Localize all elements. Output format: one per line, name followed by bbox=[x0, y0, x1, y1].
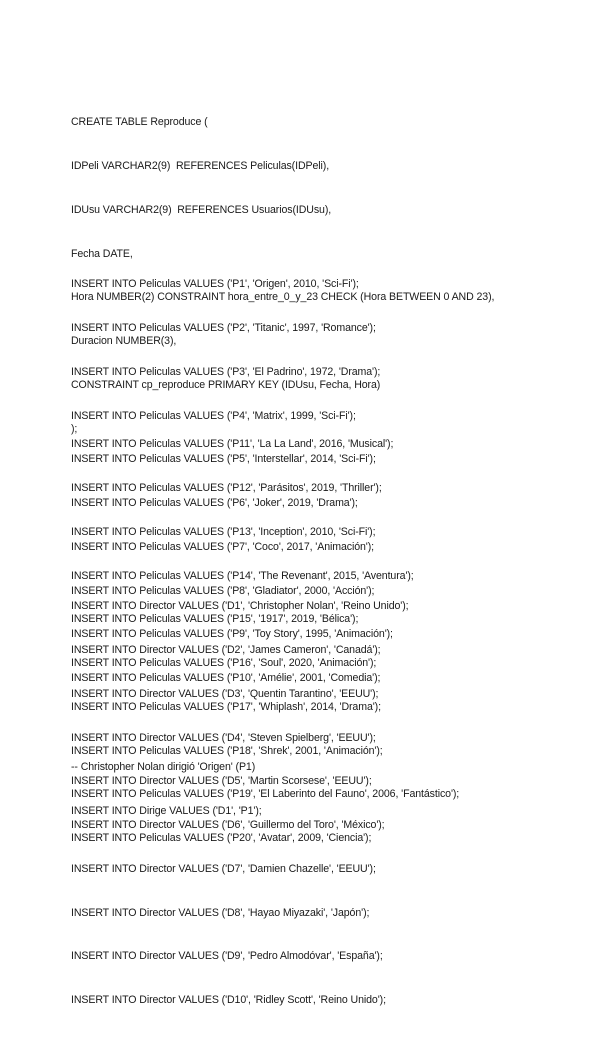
code-line: INSERT INTO Peliculas VALUES ('P5', 'Interstellar', 2014, 'Sci-Fi'); bbox=[71, 453, 376, 466]
code-line: Hora NUMBER(2) CONSTRAINT hora_entre_0_y_23 CHECK (Hora BETWEEN 0 AND 23), bbox=[71, 291, 495, 304]
code-line: INSERT INTO Director VALUES ('D4', 'Steven Spielberg', 'EEUU'); bbox=[71, 731, 376, 744]
code-line: INSERT INTO Director VALUES ('D5', 'Martin Scorsese', 'EEUU'); bbox=[71, 775, 372, 788]
code-line: INSERT INTO Peliculas VALUES ('P18', 'Shrek', 2001, 'Animación'); bbox=[71, 744, 383, 757]
sql-comment: -- Christopher Nolan dirigió 'Origen' (P1) bbox=[71, 761, 256, 774]
code-line: Duracion NUMBER(3), bbox=[71, 335, 177, 348]
code-line: CONSTRAINT cp_reproduce PRIMARY KEY (IDUsu, Fecha, Hora) bbox=[71, 378, 381, 391]
code-line: INSERT INTO Peliculas VALUES ('P3', 'El Padrino', 1972, 'Drama'); bbox=[71, 365, 381, 378]
code-line: INSERT INTO Peliculas VALUES ('P17', 'Whiplash', 2014, 'Drama'); bbox=[71, 700, 381, 713]
dirige-inserts bbox=[71, 731, 262, 848]
code-line: INSERT INTO Peliculas VALUES ('P4', 'Matrix', 1999, 'Sci-Fi'); bbox=[71, 409, 356, 422]
code-line: INSERT INTO Peliculas VALUES ('P2', 'Titanic', 1997, 'Romance'); bbox=[71, 321, 376, 334]
code-line: INSERT INTO Dirige VALUES ('D1', 'P1'); bbox=[71, 804, 262, 817]
code-line: INSERT INTO Peliculas VALUES ('P6', 'Joker', 2019, 'Drama'); bbox=[71, 497, 358, 510]
code-line: IDUsu VARCHAR2(9) REFERENCES Usuarios(IDUsu), bbox=[71, 203, 332, 216]
code-line: CREATE TABLE Reproduce ( bbox=[71, 116, 208, 129]
code-line: INSERT INTO Director VALUES ('D6', 'Guillermo del Toro', 'México'); bbox=[71, 819, 385, 832]
code-line: INSERT INTO Peliculas VALUES ('P1', 'Origen', 2010, 'Sci-Fi'); bbox=[71, 278, 359, 291]
code-line: INSERT INTO Director VALUES ('D7', 'Damien Chazelle', 'EEUU'); bbox=[71, 862, 376, 875]
code-line: ); bbox=[71, 422, 78, 435]
code-line: INSERT INTO Peliculas VALUES ('P8', 'Gladiator', 2000, 'Acción'); bbox=[71, 584, 375, 597]
code-line: INSERT INTO Peliculas VALUES ('P11', 'La La Land', 2016, 'Musical'); bbox=[71, 438, 394, 451]
code-line: INSERT INTO Peliculas VALUES ('P14', 'The Revenant', 2015, 'Aventura'); bbox=[71, 569, 414, 582]
code-line: INSERT INTO Director VALUES ('D8', 'Hayao Miyazaki', 'Japón'); bbox=[71, 906, 370, 919]
code-line: INSERT INTO Peliculas VALUES ('P12', 'Parásitos', 2019, 'Thriller'); bbox=[71, 481, 382, 494]
code-line: Fecha DATE, bbox=[71, 247, 133, 260]
code-line: INSERT INTO Director VALUES ('D9', 'Pedro Almodóvar', 'España'); bbox=[71, 950, 383, 963]
code-line: INSERT INTO Director VALUES ('D1', 'Christopher Nolan', 'Reino Unido'); bbox=[71, 600, 409, 613]
code-line: INSERT INTO Peliculas VALUES ('P15', '1917', 2019, 'Bélica'); bbox=[71, 613, 359, 626]
code-line: INSERT INTO Director VALUES ('D2', 'James Cameron', 'Canadá'); bbox=[71, 643, 381, 656]
code-line: INSERT INTO Peliculas VALUES ('P20', 'Avatar', 2009, 'Ciencia'); bbox=[71, 832, 372, 845]
code-line: INSERT INTO Peliculas VALUES ('P9', 'Toy Story', 1995, 'Animación'); bbox=[71, 628, 393, 641]
code-line: INSERT INTO Peliculas VALUES ('P10', 'Amélie', 2001, 'Comedia'); bbox=[71, 672, 381, 685]
code-line: INSERT INTO Peliculas VALUES ('P19', 'El Laberinto del Fauno', 2006, 'Fantástico'); bbox=[71, 788, 460, 801]
code-line: INSERT INTO Director VALUES ('D3', 'Quentin Tarantino', 'EEUU'); bbox=[71, 687, 379, 700]
code-line: INSERT INTO Peliculas VALUES ('P7', 'Coco', 2017, 'Animación'); bbox=[71, 540, 374, 553]
code-line: INSERT INTO Peliculas VALUES ('P13', 'Inception', 2010, 'Sci-Fi'); bbox=[71, 525, 376, 538]
code-line: IDPeli VARCHAR2(9) REFERENCES Peliculas(IDPeli), bbox=[71, 159, 330, 172]
code-line: INSERT INTO Director VALUES ('D10', 'Ridley Scott', 'Reino Unido'); bbox=[71, 994, 386, 1007]
code-line: INSERT INTO Peliculas VALUES ('P16', 'Soul', 2020, 'Animación'); bbox=[71, 657, 377, 670]
